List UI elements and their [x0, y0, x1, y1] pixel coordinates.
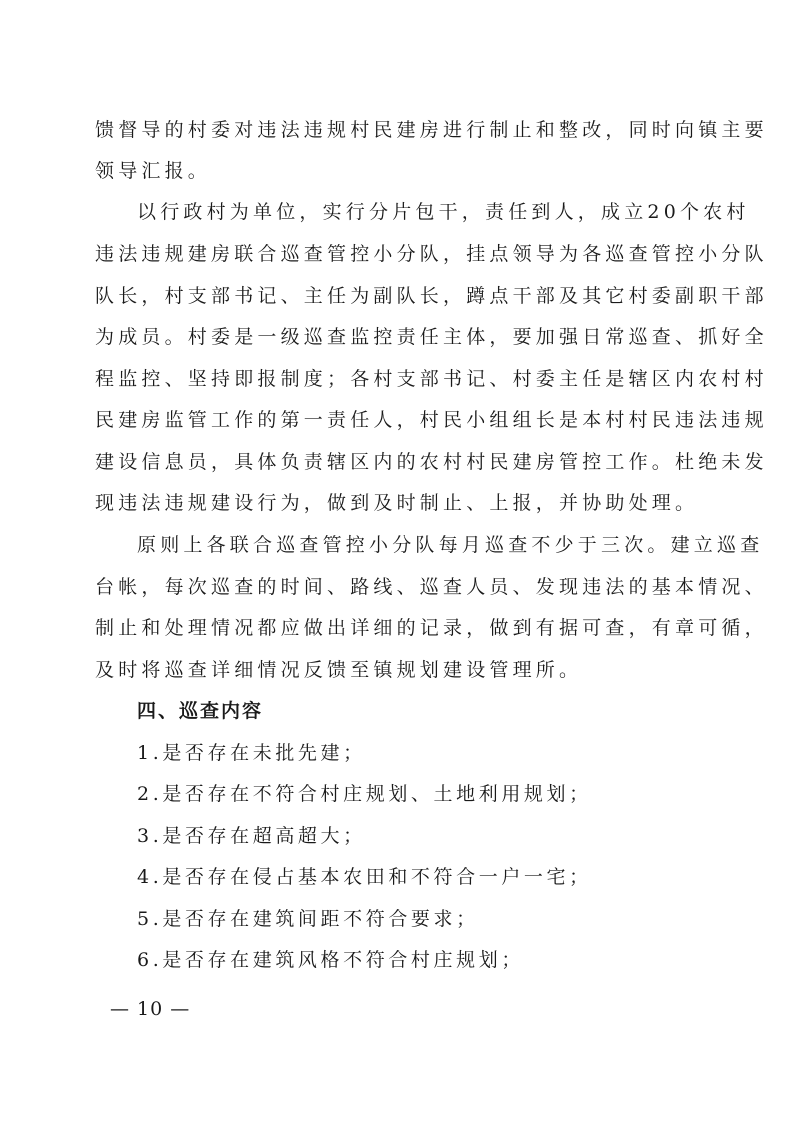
- checklist-item-5: 5.是否存在建筑间距不符合要求；: [137, 908, 479, 930]
- checklist-item-1: 1.是否存在未批先建；: [137, 742, 366, 764]
- paragraph-1-line-1: 馈督导的村委对违法违规村民建房进行制止和整改，同时向镇主要: [95, 119, 768, 141]
- paragraph-2-line-5: 程监控、坚持即报制度；各村支部书记、村委主任是辖区内农村村: [95, 368, 768, 390]
- paragraph-2-line-4: 为成员。村委是一级巡查监控责任主体，要加强日常巡查、抓好全: [95, 326, 768, 348]
- paragraph-3-line-1: 原则上各联合巡查管控小分队每月巡查不少于三次。建立巡查: [137, 534, 764, 556]
- checklist-item-2: 2.是否存在不符合村庄规划、土地利用规划；: [137, 783, 592, 805]
- paragraph-1-line-2: 领导汇报。: [95, 160, 212, 182]
- section-heading: 四、巡查内容: [137, 700, 264, 722]
- paragraph-3-line-3: 制止和处理情况都应做出详细的记录，做到有据可查，有章可循，: [95, 617, 768, 639]
- paragraph-2-line-7: 建设信息员，具体负责辖区内的农村村民建房管控工作。杜绝未发: [95, 451, 768, 473]
- checklist-item-4: 4.是否存在侵占基本农田和不符合一户一宅；: [137, 866, 592, 888]
- page-number: — 10 —: [110, 998, 191, 1020]
- paragraph-2-line-8: 现违法违规建设行为，做到及时制止、上报，并协助处理。: [95, 492, 699, 514]
- paragraph-3-line-2: 台帐，每次巡查的时间、路线、巡查人员、发现违法的基本情况、: [95, 576, 768, 598]
- checklist-item-3: 3.是否存在超高超大；: [137, 825, 366, 847]
- checklist-item-6: 6.是否存在建筑风格不符合村庄规划；: [137, 949, 524, 971]
- paragraph-2-line-2: 违法违规建房联合巡查管控小分队，挂点领导为各巡查管控小分队: [95, 243, 768, 265]
- paragraph-2-line-3: 队长，村支部书记、主任为副队长，蹲点干部及其它村委副职干部: [95, 285, 768, 307]
- paragraph-3-line-4: 及时将巡查详细情况反馈至镇规划建设管理所。: [95, 659, 583, 681]
- paragraph-2-line-6: 民建房监管工作的第一责任人，村民小组组长是本村村民违法违规: [95, 409, 768, 431]
- paragraph-2-line-1: 以行政村为单位，实行分片包干，责任到人，成立20个农村: [137, 201, 750, 223]
